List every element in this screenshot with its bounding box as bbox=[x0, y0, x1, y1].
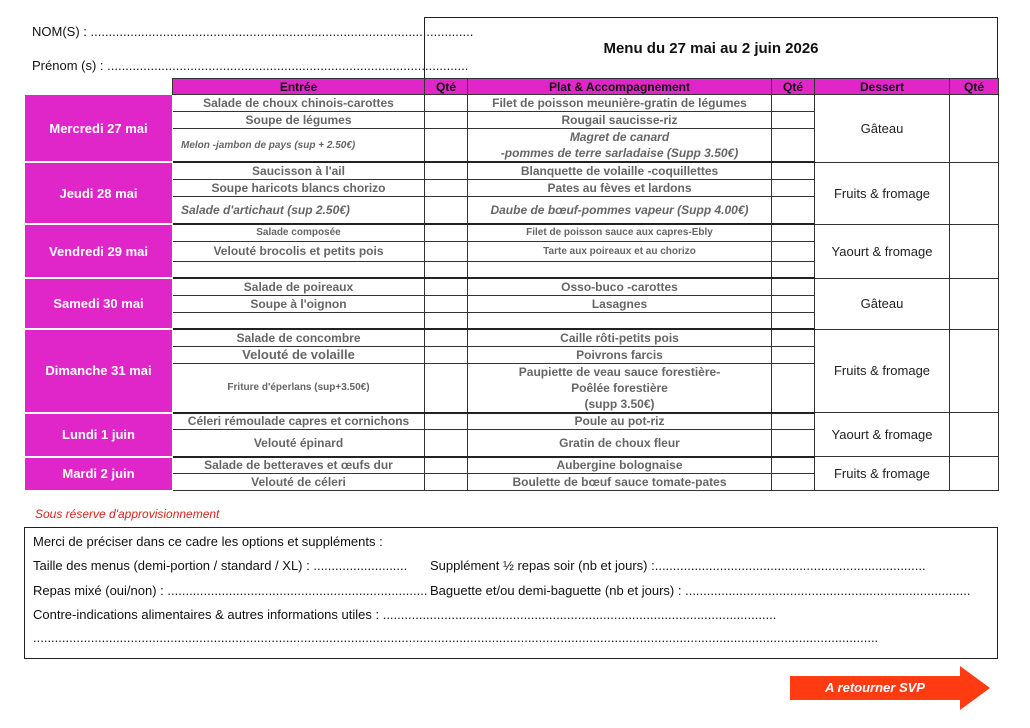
qte-entree-input[interactable] bbox=[425, 179, 468, 196]
plat-cell: Filet de poisson meunière-gratin de légumes bbox=[468, 95, 772, 112]
table-row bbox=[25, 413, 999, 430]
col-qte-entree: Qté bbox=[425, 79, 468, 95]
qte-entree-input[interactable] bbox=[425, 241, 468, 261]
qte-entree-input[interactable] bbox=[425, 312, 468, 329]
qte-plat-input[interactable] bbox=[772, 261, 815, 278]
qte-entree-input[interactable] bbox=[425, 224, 468, 241]
qte-plat-input[interactable] bbox=[772, 329, 815, 346]
qte-entree-input[interactable] bbox=[425, 129, 468, 163]
qte-entree-input[interactable] bbox=[425, 430, 468, 457]
qte-entree-input[interactable] bbox=[425, 363, 468, 413]
entree-cell: Salade d'artichaut (sup 2.50€) bbox=[173, 196, 425, 224]
return-label: A retourner SVP bbox=[825, 680, 925, 695]
plat-cell: Boulette de bœuf sauce tomate-pates bbox=[468, 474, 772, 491]
dessert-cell: Yaourt & fromage bbox=[815, 413, 950, 457]
table-row bbox=[25, 162, 999, 179]
entree-cell: Friture d'éperlans (sup+3.50€) bbox=[173, 363, 425, 413]
entree-cell bbox=[173, 312, 425, 329]
page-title: Menu du 27 mai au 2 juin 2026 bbox=[603, 39, 819, 57]
qte-entree-input[interactable] bbox=[425, 196, 468, 224]
options-box bbox=[24, 527, 998, 659]
options-intro: Merci de préciser dans ce cadre les options et suppléments : bbox=[33, 534, 383, 549]
return-arrow-button[interactable] bbox=[790, 666, 990, 710]
qte-entree-input[interactable] bbox=[425, 261, 468, 278]
nom-field[interactable]: NOM(S) : .......................................................................................................... bbox=[32, 24, 474, 39]
menu-table bbox=[24, 78, 999, 492]
entree-cell: Velouté épinard bbox=[173, 430, 425, 457]
qte-dessert-input[interactable] bbox=[950, 457, 999, 491]
qte-dessert-input[interactable] bbox=[950, 413, 999, 457]
entree-cell: Salade de concombre bbox=[173, 329, 425, 346]
qte-entree-input[interactable] bbox=[425, 95, 468, 112]
qte-plat-input[interactable] bbox=[772, 413, 815, 430]
prenom-field[interactable]: Prénom (s) : .................................................................................................... bbox=[32, 58, 469, 73]
entree-cell: Salade composée bbox=[173, 224, 425, 241]
entree-cell: Salade de poireaux bbox=[173, 278, 425, 295]
qte-dessert-input[interactable] bbox=[950, 162, 999, 224]
menu-size-field[interactable]: Taille des menus (demi-portion / standard / XL) : .......................... bbox=[33, 558, 408, 573]
plat-cell: Daube de bœuf-pommes vapeur (Supp 4.00€) bbox=[468, 196, 772, 224]
qte-entree-input[interactable] bbox=[425, 112, 468, 129]
header-row bbox=[25, 79, 999, 95]
table-row bbox=[25, 224, 999, 241]
table-row bbox=[25, 329, 999, 346]
qte-entree-input[interactable] bbox=[425, 278, 468, 295]
qte-plat-input[interactable] bbox=[772, 457, 815, 474]
qte-plat-input[interactable] bbox=[772, 95, 815, 112]
entree-cell: Soupe haricots blancs chorizo bbox=[173, 179, 425, 196]
day-label: Mercredi 27 mai bbox=[25, 95, 173, 163]
entree-cell: Velouté de céleri bbox=[173, 474, 425, 491]
plat-cell: Caille rôti-petits pois bbox=[468, 329, 772, 346]
qte-dessert-input[interactable] bbox=[950, 95, 999, 163]
entree-cell: Céleri rémoulade capres et cornichons bbox=[173, 413, 425, 430]
qte-entree-input[interactable] bbox=[425, 346, 468, 363]
plat-cell: Poule au pot-riz bbox=[468, 413, 772, 430]
entree-cell bbox=[173, 261, 425, 278]
qte-entree-input[interactable] bbox=[425, 457, 468, 474]
table-row bbox=[25, 278, 999, 295]
qte-entree-input[interactable] bbox=[425, 474, 468, 491]
plat-cell: Gratin de choux fleur bbox=[468, 430, 772, 457]
qte-plat-input[interactable] bbox=[772, 112, 815, 129]
title-box bbox=[424, 17, 998, 79]
entree-cell: Velouté de volaille bbox=[173, 346, 425, 363]
col-plat: Plat & Accompagnement bbox=[468, 79, 772, 95]
dessert-cell: Fruits & fromage bbox=[815, 329, 950, 413]
dessert-cell: Fruits & fromage bbox=[815, 457, 950, 491]
qte-entree-input[interactable] bbox=[425, 295, 468, 312]
evening-supplement-field[interactable]: Supplément ½ repas soir (nb et jours) :........................................................................... bbox=[430, 558, 926, 573]
entree-cell: Velouté brocolis et petits pois bbox=[173, 241, 425, 261]
header-blank bbox=[25, 79, 173, 95]
qte-dessert-input[interactable] bbox=[950, 278, 999, 329]
day-label: Jeudi 28 mai bbox=[25, 162, 173, 224]
table-row bbox=[25, 457, 999, 474]
qte-plat-input[interactable] bbox=[772, 179, 815, 196]
entree-cell: Saucisson à l'ail bbox=[173, 162, 425, 179]
col-entree: Entrée bbox=[173, 79, 425, 95]
plat-cell: Paupiette de veau sauce forestière- Poêlée forestière (supp 3.50€) bbox=[468, 363, 772, 413]
plat-cell: Tarte aux poireaux et au chorizo bbox=[468, 241, 772, 261]
day-label: Samedi 30 mai bbox=[25, 278, 173, 329]
qte-plat-input[interactable] bbox=[772, 346, 815, 363]
mixed-meal-field[interactable]: Repas mixé (oui/non) : ........................................................................ bbox=[33, 583, 428, 598]
plat-cell: Lasagnes bbox=[468, 295, 772, 312]
day-label: Lundi 1 juin bbox=[25, 413, 173, 457]
plat-cell: Rougail saucisse-riz bbox=[468, 112, 772, 129]
qte-entree-input[interactable] bbox=[425, 329, 468, 346]
supply-notice: Sous réserve d'approvisionnement bbox=[35, 507, 220, 521]
qte-plat-input[interactable] bbox=[772, 295, 815, 312]
table-row bbox=[25, 95, 999, 112]
dessert-cell: Fruits & fromage bbox=[815, 162, 950, 224]
dessert-cell: Yaourt & fromage bbox=[815, 224, 950, 278]
plat-cell: Blanquette de volaille -coquillettes bbox=[468, 162, 772, 179]
plat-cell: Filet de poisson sauce aux capres-Ebly bbox=[468, 224, 772, 241]
qte-entree-input[interactable] bbox=[425, 413, 468, 430]
baguette-field[interactable]: Baguette et/ou demi-baguette (nb et jours) : ............................................................................... bbox=[430, 583, 971, 598]
plat-cell: Osso-buco -carottes bbox=[468, 278, 772, 295]
qte-entree-input[interactable] bbox=[425, 162, 468, 179]
qte-plat-input[interactable] bbox=[772, 129, 815, 163]
qte-plat-input[interactable] bbox=[772, 474, 815, 491]
col-dessert: Dessert bbox=[815, 79, 950, 95]
entree-cell: Salade de betteraves et œufs dur bbox=[173, 457, 425, 474]
col-qte-plat: Qté bbox=[772, 79, 815, 95]
qte-plat-input[interactable] bbox=[772, 162, 815, 179]
dessert-cell: Gâteau bbox=[815, 95, 950, 163]
qte-dessert-input[interactable] bbox=[950, 329, 999, 413]
qte-plat-input[interactable] bbox=[772, 312, 815, 329]
day-label: Mardi 2 juin bbox=[25, 457, 173, 491]
contraindications-field[interactable]: Contre-indications alimentaires & autres informations utiles : ............................................................................................................. bbox=[33, 607, 777, 622]
entree-cell: Soupe à l'oignon bbox=[173, 295, 425, 312]
plat-cell bbox=[468, 312, 772, 329]
plat-cell: Poivrons farcis bbox=[468, 346, 772, 363]
col-qte-dessert: Qté bbox=[950, 79, 999, 95]
day-label: Dimanche 31 mai bbox=[25, 329, 173, 413]
qte-plat-input[interactable] bbox=[772, 241, 815, 261]
qte-dessert-input[interactable] bbox=[950, 224, 999, 278]
qte-plat-input[interactable] bbox=[772, 363, 815, 413]
plat-cell: Magret de canard -pommes de terre sarladaise (Supp 3.50€) bbox=[468, 129, 772, 163]
dessert-cell: Gâteau bbox=[815, 278, 950, 329]
day-label: Vendredi 29 mai bbox=[25, 224, 173, 278]
entree-cell: Soupe de légumes bbox=[173, 112, 425, 129]
qte-plat-input[interactable] bbox=[772, 430, 815, 457]
contraindications-extra-line[interactable]: .......................................................................................................................................................................................................................................... bbox=[33, 630, 879, 645]
entree-cell: Melon -jambon de pays (sup + 2.50€) bbox=[173, 129, 425, 163]
qte-plat-input[interactable] bbox=[772, 278, 815, 295]
qte-plat-input[interactable] bbox=[772, 196, 815, 224]
qte-plat-input[interactable] bbox=[772, 224, 815, 241]
plat-cell: Pates au fèves et lardons bbox=[468, 179, 772, 196]
entree-cell: Salade de choux chinois-carottes bbox=[173, 95, 425, 112]
plat-cell bbox=[468, 261, 772, 278]
plat-cell: Aubergine bolognaise bbox=[468, 457, 772, 474]
